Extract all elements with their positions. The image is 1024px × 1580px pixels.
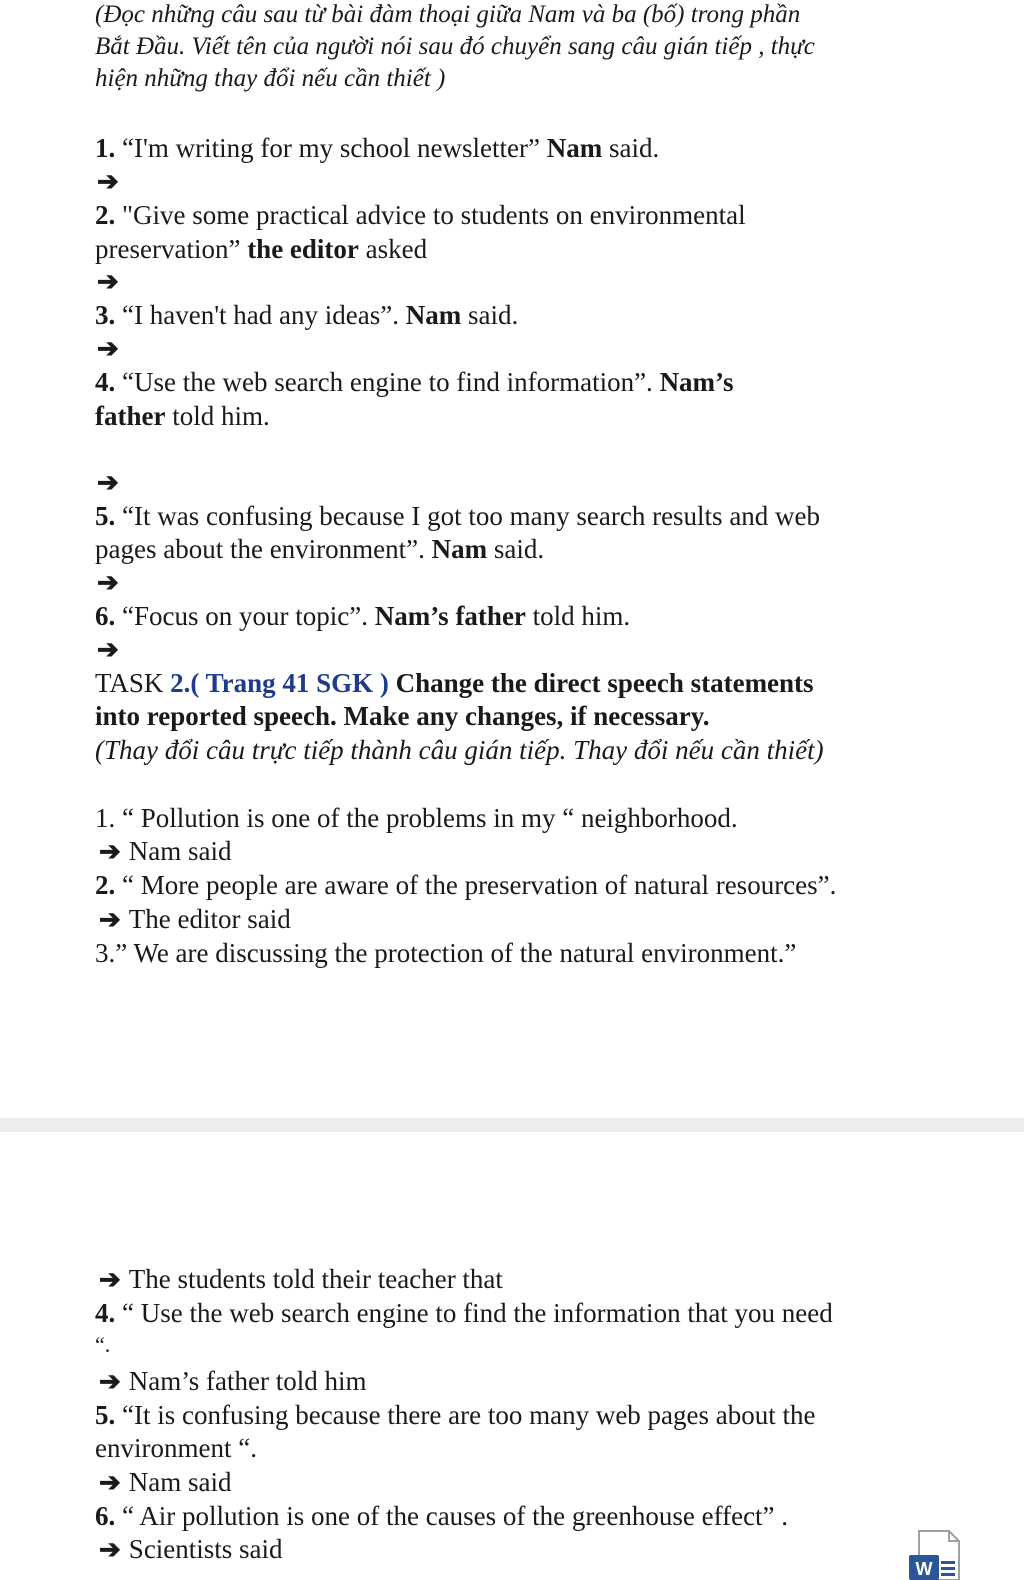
item-text: “It is confusing because there are too many web pages about the [115, 1400, 816, 1430]
task2-answer-1 [95, 834, 232, 869]
task1-item-4-line2 [95, 399, 270, 433]
item-text: pages about the environment”. [95, 534, 432, 564]
answer-text: The editor said [128, 904, 291, 934]
task2-answer-3 [95, 1262, 503, 1297]
item-number: 4. [95, 367, 116, 397]
item-number: 6. [95, 601, 116, 631]
item-number: 6. [95, 1501, 116, 1531]
answer-arrow-5 [97, 565, 119, 600]
item-text-end: told him. [525, 601, 631, 631]
item-text-end: said. [487, 534, 545, 564]
arrow-icon: ➔ [99, 1468, 121, 1497]
arrow-icon: ➔ [97, 468, 119, 497]
item-text-end: told him. [165, 401, 270, 431]
speaker: Nam [431, 534, 488, 564]
task2-item-5 [95, 1398, 816, 1432]
task2-subtitle: (Thay đổi câu trực tiếp thành câu gián tiếp. Thay đổi nếu cần thiết) [95, 735, 824, 765]
task2-item-3 [95, 936, 796, 970]
item-text: “Focus on your topic”. [115, 601, 375, 631]
speaker: Nam [405, 300, 462, 330]
task2-item-4-line2: “. [95, 1332, 111, 1357]
item-text: “It was confusing because I got too many search results and web [115, 501, 821, 531]
item-text: “I haven't had any ideas”. [115, 300, 406, 330]
answer-arrow-2 [97, 264, 119, 299]
item-text: preservation” [95, 234, 248, 264]
answer-arrow-1 [97, 164, 119, 199]
item-number: 5. [95, 1400, 116, 1430]
answer-text: Scientists said [128, 1534, 283, 1564]
arrow-icon: ➔ [97, 167, 119, 196]
word-badge-label: W [915, 1559, 933, 1579]
task2-item-5-line2: environment “. [95, 1433, 257, 1463]
item-text-end: asked [358, 234, 428, 264]
item-number: 3. [95, 300, 116, 330]
item-text: “ Air pollution is one of the causes of the greenhouse effect” . [115, 1501, 789, 1531]
item-text: “ Pollution is one of the problems in my “ neighborhood. [115, 803, 738, 833]
arrow-icon: ➔ [97, 334, 119, 363]
intro-line-2: Bắt Đầu. Viết tên của người nói sau đó chuyển sang câu gián tiếp , thực [95, 33, 815, 60]
arrow-icon: ➔ [97, 635, 119, 664]
intro-line-1: (Đọc những câu sau từ bài đàm thoại giữa Nam và ba (bố) trong phần [95, 1, 801, 28]
answer-text: Nam said [128, 836, 232, 866]
arrow-icon: ➔ [97, 267, 119, 296]
answer-text: The students told their teacher that [128, 1264, 503, 1294]
item-text: “Use the web search engine to find information”. [115, 367, 660, 397]
arrow-icon: ➔ [99, 1367, 121, 1396]
task1-item-4 [95, 365, 734, 399]
item-text: “I'm writing for my school newsletter” [115, 133, 547, 163]
task2-answer-5 [95, 1465, 232, 1500]
item-text-end: said. [602, 133, 660, 163]
arrow-icon: ➔ [99, 1535, 121, 1564]
item-text-end: said. [461, 300, 519, 330]
item-number: 2. [95, 870, 116, 900]
task2-item-1 [95, 801, 738, 835]
item-text: “ More people are aware of the preservation of natural resources”. [115, 870, 837, 900]
task2-title: Change the direct speech statements [388, 668, 814, 698]
task2-heading [95, 666, 814, 700]
item-number: 1. [95, 133, 116, 163]
task2-answer-6 [95, 1532, 283, 1567]
task2-answer-2 [95, 902, 291, 937]
task1-item-1 [95, 131, 659, 165]
answer-arrow-6 [97, 632, 119, 667]
speaker: Nam [546, 133, 603, 163]
answer-arrow-3 [97, 331, 119, 366]
item-number: 4. [95, 1298, 116, 1328]
speaker: father [95, 401, 166, 431]
task2-title-line2: into reported speech. Make any changes, if necessary. [95, 701, 710, 731]
answer-arrow-4 [97, 465, 119, 500]
document-page-bottom [0, 1132, 1024, 1580]
item-number: 2. [95, 200, 116, 230]
speaker: the editor [247, 234, 359, 264]
arrow-icon: ➔ [97, 568, 119, 597]
task2-item-6 [95, 1499, 788, 1533]
task2-item-4 [95, 1296, 833, 1330]
task1-item-3 [95, 298, 518, 332]
intro-line-3: hiện những thay đổi nếu cần thiết ) [95, 65, 446, 92]
item-number: 1. [95, 803, 116, 833]
item-text: ” We are discussing the protection of the natural environment.” [115, 938, 797, 968]
arrow-icon: ➔ [99, 837, 121, 866]
item-number: 5. [95, 501, 116, 531]
task2-item-2 [95, 868, 836, 902]
item-text: “ Use the web search engine to find the information that you need [115, 1298, 833, 1328]
task1-item-5-line2 [95, 532, 544, 566]
answer-text: Nam said [128, 1467, 232, 1497]
task2-ref: 2.( Trang 41 SGK ) [170, 668, 389, 698]
arrow-icon: ➔ [99, 905, 121, 934]
word-document-icon[interactable] [905, 1527, 963, 1580]
speaker: Nam’s father [374, 601, 526, 631]
task1-item-2 [95, 198, 746, 232]
item-text: "Give some practical advice to students on environmental [115, 200, 746, 230]
task1-item-2-line2 [95, 232, 427, 266]
answer-text: Nam’s father told him [128, 1366, 367, 1396]
speaker: Nam’s [659, 367, 734, 397]
arrow-icon: ➔ [99, 1265, 121, 1294]
task2-prefix: TASK [95, 668, 171, 698]
task1-item-5 [95, 499, 820, 533]
task2-answer-4 [95, 1364, 367, 1399]
page-break [0, 1118, 1024, 1132]
task1-item-6 [95, 599, 630, 633]
item-number: 3. [95, 938, 116, 968]
